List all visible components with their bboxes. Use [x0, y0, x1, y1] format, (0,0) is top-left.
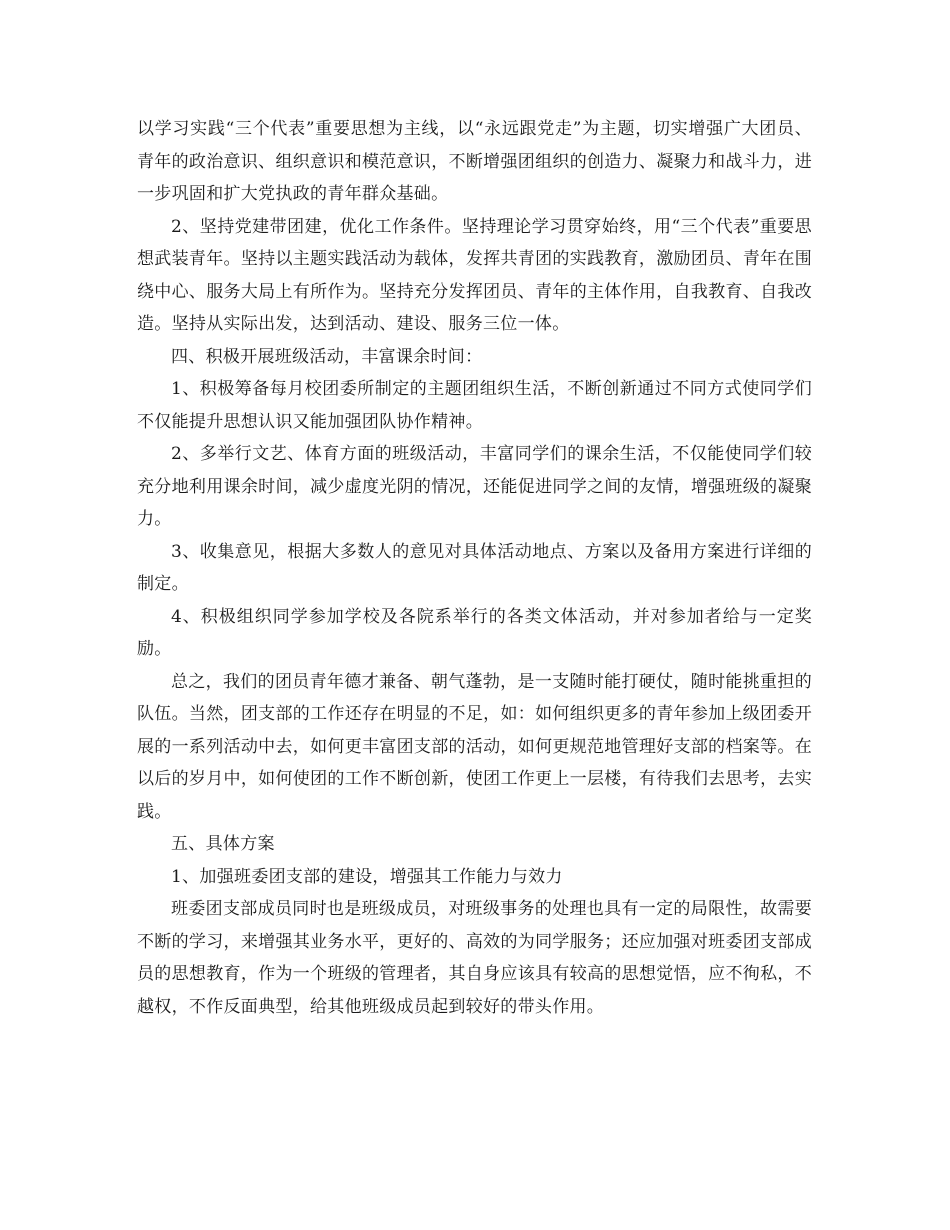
- section-heading: 四、积极开展班级活动，丰富课余时间：: [171, 346, 483, 367]
- paragraph: 2、多举行文艺、体育方面的班级活动，丰富同学们的课余生活，不仅能使同学们较充分地利用课余时间，减少虚度光阴的情况，还能促进同学之间的友情，增强班级的凝聚力。: [137, 444, 812, 529]
- document-page: [137, 113, 812, 1023]
- paragraph: 班委团支部成员同时也是班级成员，对班级事务的处理也具有一定的局限性，故需要不断的学习，来增强其业务水平，更好的、高效的为同学服务；还应加强对班委团支部成员的思想教育，作为一个班级的管理者，其自身应该具有较高的思想觉悟，应不徇私，不越权，不作反面典型，给其他班级成员起到较好的带头作用。: [137, 899, 812, 1017]
- paragraph: 2、坚持党建带团建，优化工作条件。坚持理论学习贯穿始终，用“三个代表”重要思想武装青年。坚持以主题实践活动为载体，发挥共青团的实践教育，激励团员、青年在围绕中心、服务大局上有所作为。坚持充分发挥团员、青年的主体作用，自我教育、自我改造。坚持从实际出发，达到活动、建设、服务三位一体。: [137, 216, 812, 334]
- paragraph: 3、收集意见，根据大多数人的意见对具体活动地点、方案以及备用方案进行详细的制定。: [137, 541, 812, 594]
- section-heading: 五、具体方案: [171, 834, 275, 854]
- paragraph: 总之，我们的团员青年德才兼备、朝气蓬勃，是一支随时能打硬仗，随时能挑重担的队伍。当然，团支部的工作还存在明显的不足，如：如何组织更多的青年参加上级团委开展的一系列活动中去，如何更丰富团支部的活动，如何更规范地管理好支部的档案等。在以后的岁月中，如何使团的工作不断创新，使团工作更上一层楼，有待我们去思考，去实践。: [137, 671, 812, 822]
- paragraph: 以学习实践“三个代表”重要思想为主线，以“永远跟党走”为主题，切实增强广大团员、青年的政治意识、组织意识和模范意识，不断增强团组织的创造力、凝聚力和战斗力，进一步巩固和扩大党执政的青年群众基础。: [137, 119, 812, 204]
- sub-heading: 1、加强班委团支部的建设，增强其工作能力与效力: [171, 866, 563, 887]
- paragraph: 4、积极组织同学参加学校及各院系举行的各类文体活动，并对参加者给与一定奖励。: [137, 606, 812, 659]
- paragraph: 1、积极筹备每月校团委所制定的主题团组织生活，不断创新通过不同方式使同学们不仅能提升思想认识又能加强团队协作精神。: [137, 379, 812, 432]
